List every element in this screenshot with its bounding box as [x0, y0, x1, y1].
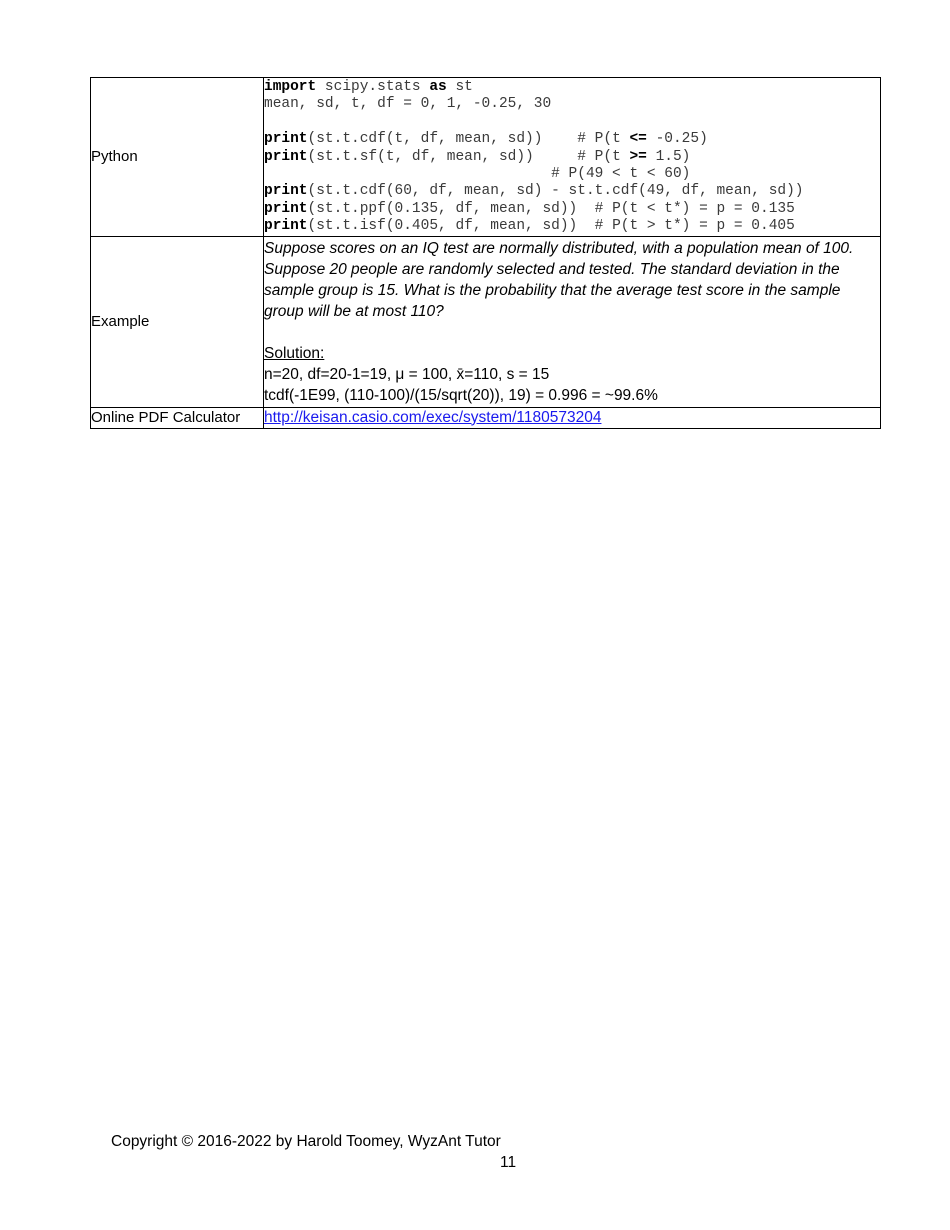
code-line: [264, 166, 690, 182]
code-keyword: as: [429, 79, 447, 95]
code-text: scipy.stats: [316, 79, 430, 95]
code-text: (st.t.sf(t, df, mean, sd)) # P(t: [307, 148, 630, 165]
code-keyword: print: [264, 200, 308, 217]
code-text: # P(49 < t < 60): [264, 166, 691, 183]
page-number: 11: [500, 1154, 517, 1171]
code-line: [264, 149, 690, 165]
copyright-footer: Copyright © 2016-2022 by Harold Toomey, WyzAnt Tutor: [111, 1133, 501, 1150]
code-line: [264, 131, 708, 147]
calculator-cell: [264, 407, 881, 428]
table-row-python: [91, 78, 881, 237]
code-text: (st.t.cdf(60, df, mean, sd) - st.t.cdf(49, df, mean, sd)): [307, 183, 804, 200]
code-keyword: print: [264, 148, 308, 165]
code-line: [264, 79, 473, 95]
code-keyword: import: [264, 79, 317, 95]
python-code-cell: [264, 78, 881, 237]
python-code-block: [264, 78, 880, 236]
example-question: Suppose scores on an IQ test are normally distributed, with a population mean of 100. Suppose 20 people are randomly selected and tested. The standard deviation in the sample group is 15. What is the probability that the average test score in the sample group will be at most 110?: [264, 239, 854, 320]
table-row-calculator: [91, 407, 881, 428]
calculator-link[interactable]: http://keisan.casio.com/exec/system/1180573204: [264, 408, 602, 426]
code-keyword: print: [264, 131, 308, 148]
row-label-example: Example: [91, 236, 264, 407]
solution-line-2: tcdf(-1E99, (110-100)/(15/sqrt(20)), 19) = 0.996 = ~99.6%: [264, 386, 658, 404]
solution-heading: Solution:: [264, 344, 325, 362]
code-line: [264, 218, 795, 234]
row-label-calculator: Online PDF Calculator: [91, 407, 264, 428]
code-line: [264, 201, 795, 217]
code-line: [264, 96, 551, 112]
code-keyword: print: [264, 218, 308, 235]
code-text: (st.t.ppf(0.135, df, mean, sd)) # P(t < t*) = p = 0.135: [307, 200, 795, 217]
code-line: [264, 183, 804, 199]
code-text: mean, sd, t, df = 0, 1, -0.25, 30: [264, 96, 552, 113]
table-row-example: [91, 236, 881, 407]
code-keyword: >=: [629, 148, 647, 165]
row-label-python: Python: [91, 78, 264, 237]
code-text: 1.5): [646, 148, 691, 165]
code-text: (st.t.cdf(t, df, mean, sd)) # P(t: [307, 131, 630, 148]
code-text: (st.t.isf(0.405, df, mean, sd)) # P(t > t*) = p = 0.405: [307, 218, 795, 235]
solution-line-1: n=20, df=20-1=19, μ = 100, x̄=110, s = 15: [264, 365, 550, 383]
code-keyword: print: [264, 183, 308, 200]
code-text: -0.25): [646, 131, 708, 148]
example-cell: [264, 236, 881, 407]
code-keyword: <=: [629, 131, 647, 148]
code-text: st: [446, 79, 473, 95]
reference-table: [90, 77, 881, 429]
